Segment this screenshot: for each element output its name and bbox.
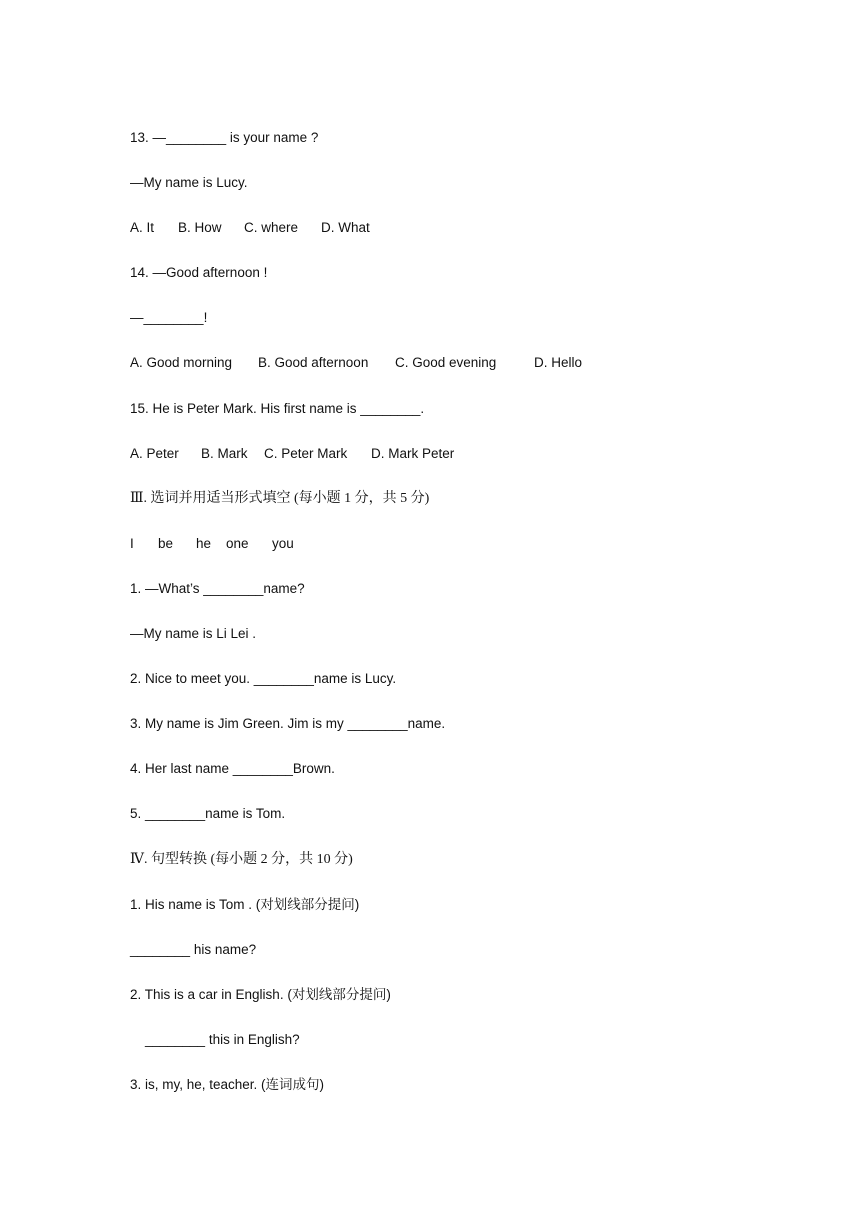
q13-option-c: C. where [244, 220, 299, 236]
question-14-reply: —________! [130, 310, 208, 326]
question-15-stem: 15. He is Peter Mark. His first name is ________. [130, 400, 425, 416]
word-bank-item: he [196, 535, 212, 551]
q14-option-b: B. Good afternoon [258, 355, 369, 371]
section-4-item-3: 3. is, my, he, teacher. (连词成句) [130, 1076, 325, 1092]
section-4-item-2: 2. This is a car in English. (对划线部分提问) [130, 986, 391, 1002]
word-bank [130, 534, 830, 579]
q15-option-b: B. Mark [201, 445, 248, 461]
section-3-item-1-reply: —My name is Li Lei . [130, 626, 257, 642]
q15-option-d: D. Mark Peter [371, 445, 455, 461]
section-4-item-1: 1. His name is Tom . (对划线部分提问) [130, 896, 360, 912]
q14-option-c: C. Good evening [395, 355, 497, 371]
section-3-item-2: 2. Nice to meet you. ________name is Lucy. [130, 671, 397, 687]
q14-option-d: D. Hello [534, 355, 583, 371]
section-3-item-1: 1. —What’s ________name? [130, 580, 305, 596]
q13-option-d: D. What [321, 220, 370, 236]
section-4-item-1-answer: ________ his name? [130, 941, 257, 957]
section-4-heading: Ⅳ. 句型转换 (每小题 2 分，共 10 分) [130, 851, 353, 867]
section-3-heading: Ⅲ. 选词并用适当形式填空 (每小题 1 分，共 5 分) [130, 490, 430, 506]
question-15-options [130, 444, 830, 489]
question-14-stem: 14. —Good afternoon ! [130, 265, 268, 281]
question-13-stem: 13. —________ is your name ? [130, 130, 319, 145]
word-bank-item: one [226, 535, 249, 551]
section-4-item-2-answer: ________ this in English? [145, 1031, 300, 1047]
word-bank-item: be [158, 535, 174, 551]
q13-option-b: B. How [178, 220, 222, 236]
q14-option-a: A. Good morning [130, 355, 233, 371]
word-bank-item: you [272, 535, 294, 551]
q15-option-a: A. Peter [130, 445, 179, 461]
question-14-options [130, 353, 830, 398]
section-3-item-3: 3. My name is Jim Green. Jim is my ________name. [130, 716, 446, 732]
q13-option-a: A. It [130, 220, 155, 236]
question-13-options [130, 218, 830, 263]
question-13-reply: —My name is Lucy. [130, 175, 248, 191]
q15-option-c: C. Peter Mark [264, 445, 348, 461]
section-3-item-4: 4. Her last name ________Brown. [130, 761, 335, 777]
word-bank-item: I [130, 535, 134, 551]
worksheet-page [130, 128, 830, 1120]
section-3-item-5: 5. ________name is Tom. [130, 806, 286, 822]
